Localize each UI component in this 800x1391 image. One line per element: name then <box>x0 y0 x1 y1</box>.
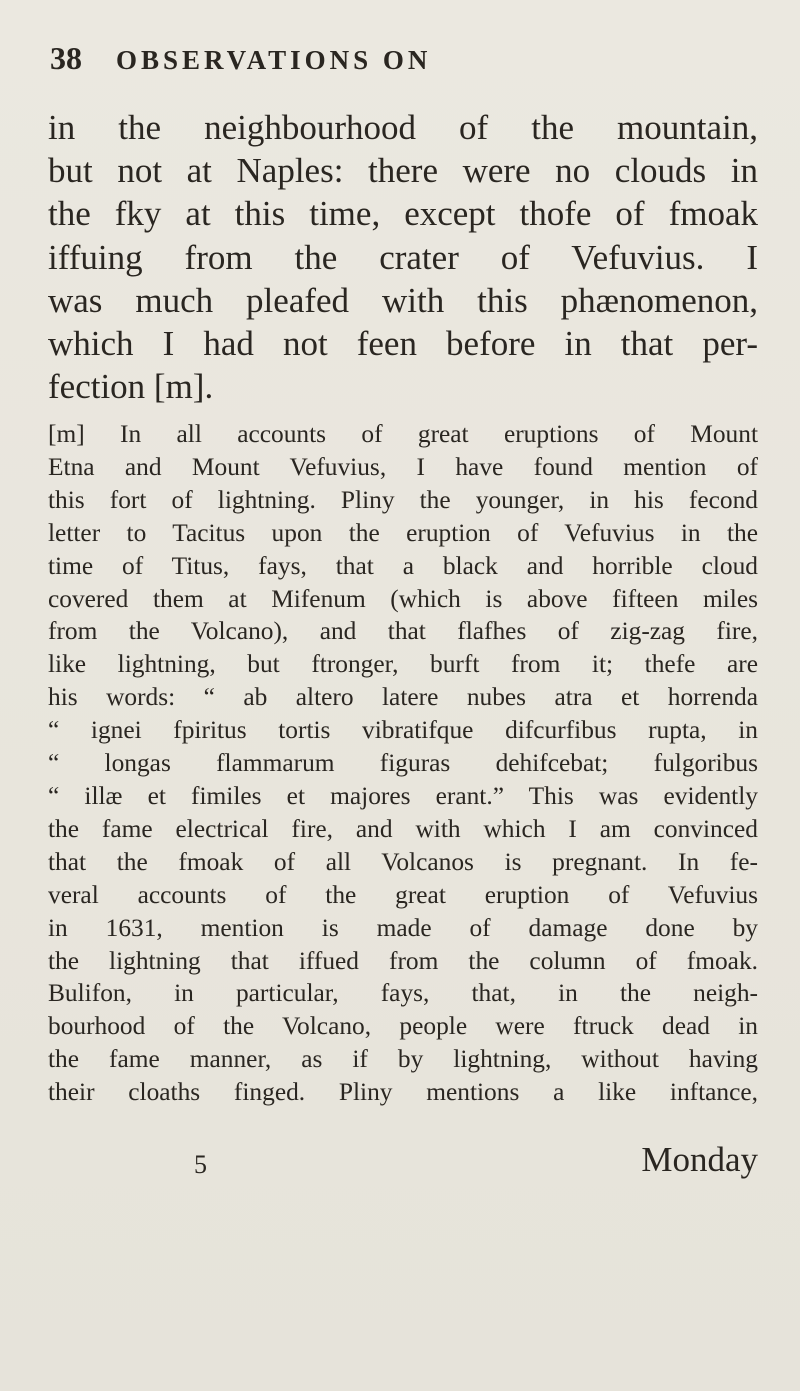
footnote-line: veral accounts of the great eruption of Vefuvius <box>48 880 758 909</box>
footnote-line: the lightning that iffued from the column of fmoak. <box>48 946 758 975</box>
footnote-line: Bulifon, in particular, fays, that, in the neigh- <box>48 979 758 1008</box>
catchword: Monday <box>641 1140 758 1179</box>
text-line: the fky at this time, except thofe of fmoak <box>48 194 758 234</box>
text-line: iffuing from the crater of Vefuvius. I <box>48 237 758 277</box>
footnote-line: letter to Tacitus upon the eruption of Vefuvius in the <box>48 518 758 547</box>
running-head: OBSERVATIONS ON <box>116 45 432 75</box>
footnote-line: like lightning, but ftronger, burft from it; thefe are <box>48 650 758 679</box>
footnote-line: that the fmoak of all Volcanos is pregnant. In fe- <box>48 847 758 876</box>
page-footer <box>48 1140 758 1190</box>
text-line: which I had not feen before in that per- <box>48 324 758 364</box>
footnote-line: the fame manner, as if by lightning, without having <box>48 1045 758 1074</box>
footnote-line: in 1631, mention is made of damage done by <box>48 913 758 942</box>
text-line: in the neighbourhood of the mountain, <box>48 108 758 147</box>
text-line: fection [m]. <box>48 367 214 407</box>
footnote-line: Etna and Mount Vefuvius, I have found mention of <box>48 452 758 481</box>
footnote-line: time of Titus, fays, that a black and horrible cloud <box>48 551 758 580</box>
page-number: 38 <box>50 40 82 76</box>
text-line: was much pleafed with this phænomenon, <box>48 280 758 320</box>
footnote <box>48 418 758 1109</box>
footnote-line: “ ignei fpiritus tortis vibratifque difcurfibus rupta, in <box>48 716 758 745</box>
footnote-line: from the Volcano), and that flafhes of zig-zag fire, <box>48 617 758 646</box>
main-text <box>48 106 758 408</box>
footnote-line: the fame electrical fire, and with which I am convinced <box>48 814 758 843</box>
text-line: but not at Naples: there were no clouds in <box>48 151 758 191</box>
footnote-line: their cloaths finged. Pliny mentions a like inftance, <box>48 1078 758 1107</box>
footnote-line: his words: “ ab altero latere nubes atra et horrenda <box>48 683 758 712</box>
footnote-line: “ illæ et fimiles et majores erant.” This was evidently <box>48 781 758 810</box>
footnote-line: bourhood of the Volcano, people were ftruck dead in <box>48 1012 758 1041</box>
footnote-line: this fort of lightning. Pliny the younger, in his fecond <box>48 485 758 514</box>
signature-mark: 5 <box>194 1150 207 1179</box>
page-header <box>50 40 770 86</box>
footnote-line: covered them at Mifenum (which is above fifteen miles <box>48 584 758 613</box>
footnote-line: “ longas flammarum figuras dehifcebat; fulgoribus <box>48 749 758 778</box>
footnote-line: [m] In all accounts of great eruptions of Mount <box>48 420 758 448</box>
